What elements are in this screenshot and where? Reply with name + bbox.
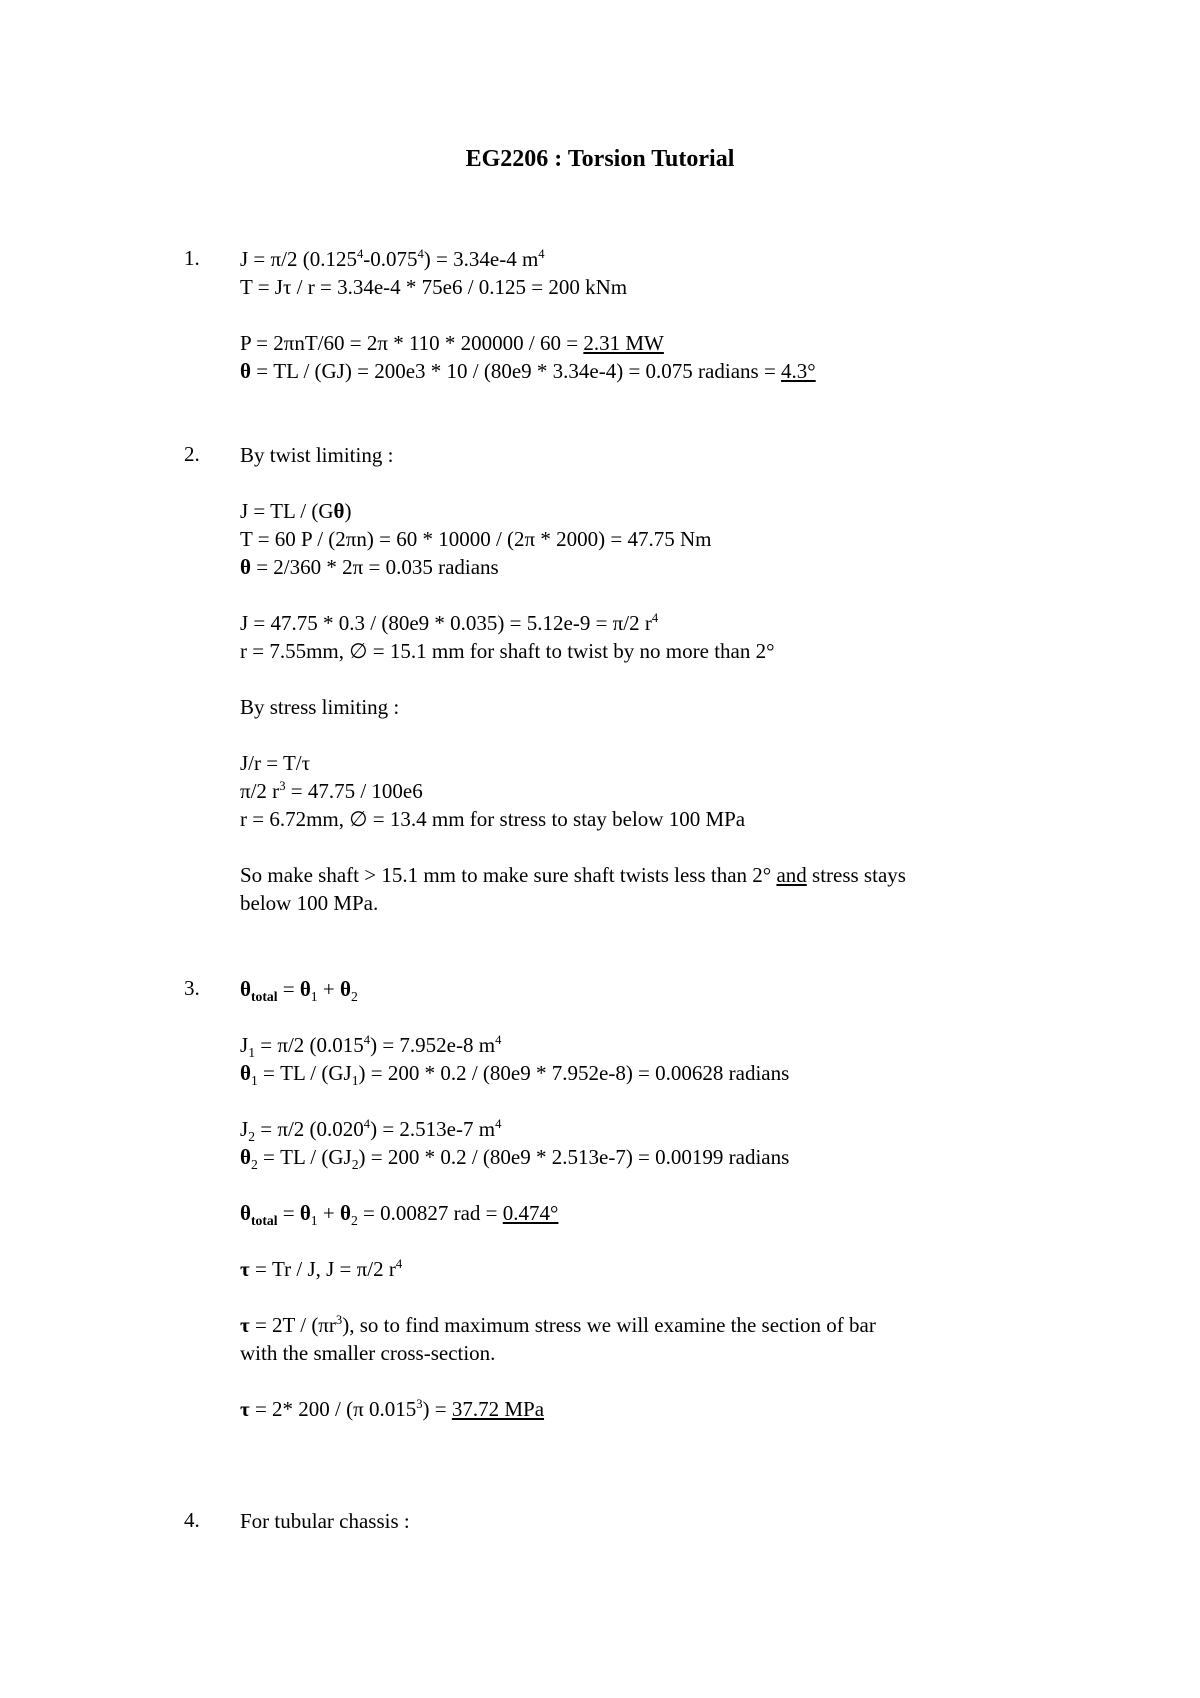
q3-line-1: $\theta_{total} = \theta_1 + \theta_2$ [240, 977, 358, 1005]
q2-line-6: J/r = T/τ [240, 751, 311, 775]
q4-line-1: For tubular chassis : [240, 1509, 410, 1533]
page-title: EG2206 : Torsion Tutorial [465, 146, 735, 172]
q3-line-5: $\theta_2$ = TL / $(GJ_2) = 200 * 0.2 / (80e9 * 2.513e-7) = 0.00199$ radians [240, 1145, 790, 1173]
question-number-3: 3. [184, 976, 200, 1000]
q2-line-9: So make shaft > 15.1 mm to make sure shaft twists less than 2° and stress stays [240, 863, 906, 887]
q2-line-7: π/2 $r^3 = 47.75 / 100e6$ [240, 779, 423, 803]
q2-line-8: r = 6.72mm, ∅ = 13.4 mm for stress to stay below 100 MPa [240, 807, 746, 831]
q3-line-7: τ = Tr / J, J = π/2 $r^4$ [240, 1257, 403, 1281]
q2-line-1: J = TL / (Gθ) [240, 499, 352, 523]
q1-line-1: J = π/2 $(0.125^4-0.075^4) = 3.34e-4$ $m^4$ [240, 247, 545, 271]
q1-line-3: P = 2πnT/60 = 2π * 110 * 200000 / 60 = 2.31 MW [240, 331, 664, 355]
q1-line-4: θ = TL / (GJ) = 200e3 * 10 / (80e9 * 3.34e-4) = 0.075 radians = 4.3° [240, 359, 816, 383]
q2-line-5: r = 7.55mm, ∅ = 15.1 mm for shaft to twist by no more than 2° [240, 639, 775, 663]
q3-line-8: $\tau = 2T / (\pi r^3)$, so to find maximum stress we will examine the section of bar [240, 1313, 876, 1337]
q2-line-10: below 100 MPa. [240, 891, 379, 915]
q2-stress-heading: By stress limiting : [240, 695, 400, 719]
q1-line-2: T = Jτ / r = 3.34e-4 * 75e6 / 0.125 = 200 kNm [240, 275, 628, 299]
q2-line-4: J = 47.75 * 0.3 / (80e9 * 0.035) = 5.12e-9 = π/2 $r^4$ [240, 611, 659, 635]
question-number-4: 4. [184, 1508, 200, 1532]
q3-line-10: τ = 2* 200 / (π $0.015^3) = 37.72$ MPa [240, 1397, 545, 1421]
question-number-2: 2. [184, 442, 200, 466]
q3-line-4: $J_2 = \pi/2$ $(0.020^4) = 2.513e-7$ $m^4$ [240, 1117, 502, 1145]
q3-line-2: $J_1 = \pi/2$ $(0.015^4) = 7.952e-8$ $m^4$ [240, 1033, 502, 1061]
question-number-1: 1. [184, 246, 200, 270]
q2-twist-heading: By twist limiting : [240, 443, 394, 467]
q2-line-2: T = 60 P / (2πn) = 60 * 10000 / (2π * 2000) = 47.75 Nm [240, 527, 712, 551]
q3-line-6: $\theta_{total} = \theta_1 + \theta_2 = 0.00827$ rad = 0.474° [240, 1201, 559, 1229]
q2-line-3: θ = 2/360 * 2π = 0.035 radians [240, 555, 499, 579]
q3-line-3: $\theta_1$ = TL / $(GJ_1) = 200 * 0.2 / (80e9 * 7.952e-8) = 0.00628$ radians [240, 1061, 790, 1089]
q3-line-9: with the smaller cross-section. [240, 1341, 496, 1365]
